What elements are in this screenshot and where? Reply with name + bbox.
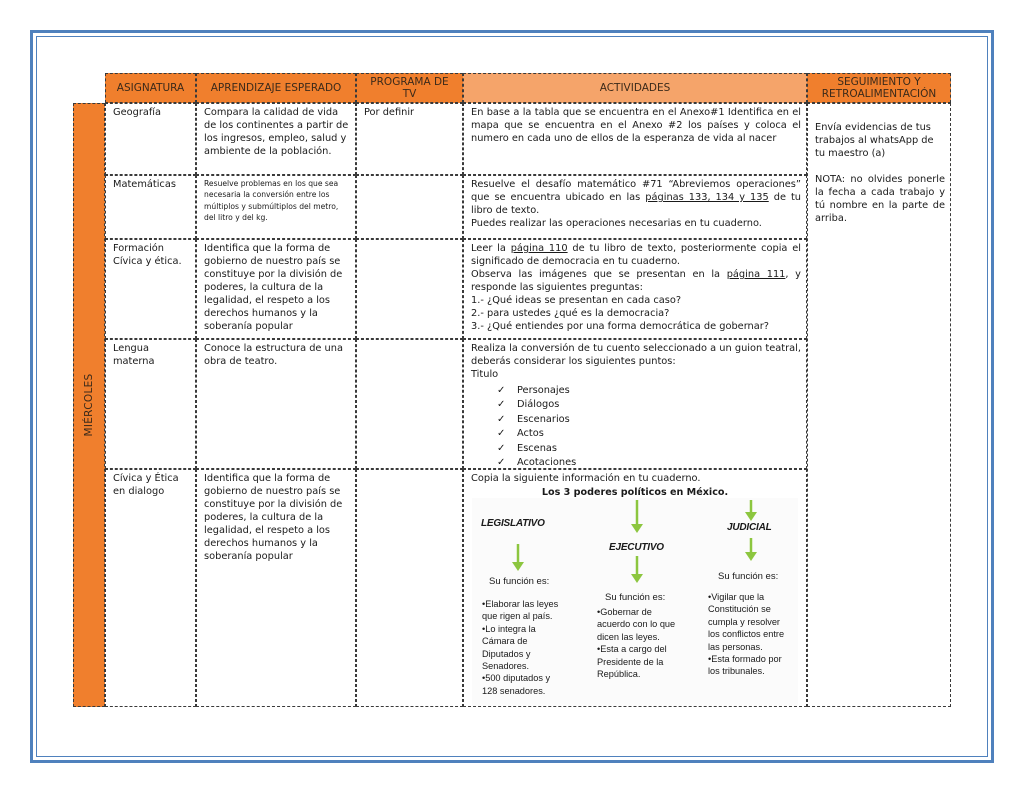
- question-3: 3.- ¿Qué entiendes por una forma democrática de gobernar?: [471, 321, 769, 332]
- ejecutivo-heading: EJECUTIVO: [609, 542, 664, 553]
- row-geografia-asignatura: [105, 103, 196, 175]
- point-line: •Esta formado por: [708, 654, 782, 665]
- legislativo-heading: LEGISLATIVO: [481, 518, 545, 529]
- checklist-item-label: Acotaciones: [517, 457, 577, 469]
- seguimiento-column: [807, 103, 951, 707]
- question-2: 2.- para ustedes ¿qué es la democracia?: [471, 308, 670, 319]
- header-actividades-label: ACTIVIDADES: [599, 82, 671, 94]
- subject-label: Matemáticas: [113, 179, 176, 190]
- header-asignatura-label: ASIGNATURA: [116, 82, 185, 94]
- point-line: las personas.: [708, 641, 763, 652]
- page-link[interactable]: página 110: [510, 243, 568, 254]
- row-geografia-actividades: [463, 103, 807, 175]
- checklist-item: [497, 427, 801, 442]
- checklist-item-label: Escenas: [517, 442, 558, 454]
- program-text: Por definir: [364, 107, 415, 118]
- powers-diagram: [472, 498, 798, 706]
- judicial-heading: JUDICIAL: [727, 522, 772, 533]
- legislativo-function-label: Su función es:: [489, 576, 550, 587]
- point-line: acuerdo con lo que: [597, 619, 676, 630]
- row-matematicas-aprendizaje: [196, 175, 356, 239]
- question-1: 1.- ¿Qué ideas se presentan en cada caso?: [471, 295, 682, 306]
- pages-link[interactable]: páginas 133, 134 y 135: [645, 192, 769, 203]
- learning-text: Conoce la estructura de una obra de teatro.: [204, 343, 343, 367]
- row-matematicas-programa: [356, 175, 463, 239]
- learning-text: Resuelve problemas en los que sea necesaria la conversión entre los múltiplos y submúltiplos del metro, del litro y del kg.: [204, 179, 339, 223]
- day-column: [73, 103, 105, 707]
- row-lengua-programa: [356, 339, 463, 469]
- checklist-item: [497, 412, 801, 427]
- subject-label: Cívica y Ética en dialogo: [113, 473, 179, 497]
- row-civica-programa: [356, 239, 463, 339]
- check-icon: ✓: [497, 413, 506, 425]
- activity-text: [471, 178, 801, 217]
- judicial-function-label: Su función es:: [718, 571, 779, 582]
- learning-text: Identifica que la forma de gobierno de nuestro país se constituye por la división de poderes, la cultura de la legalidad, el respeto a los derechos humanos y la soberanía popular: [204, 243, 343, 332]
- row-geografia-programa: [356, 103, 463, 175]
- checklist: [497, 383, 801, 469]
- point-line: •Elaborar las leyes: [482, 599, 559, 609]
- row-dialogo-aprendizaje: [196, 469, 356, 707]
- arrow-down-icon: [631, 556, 643, 583]
- point-line: Cámara de: [482, 636, 528, 647]
- row-lengua-aprendizaje: [196, 339, 356, 469]
- activity-text-part: Observa las imágenes que se presentan en la: [471, 269, 727, 280]
- header-seguimiento: [807, 73, 951, 103]
- ejecutivo-points: [597, 606, 675, 680]
- subject-label: Formación Cívica y ética.: [113, 243, 182, 267]
- point-line: Constitución se: [708, 604, 771, 615]
- point-line: que rigen al país.: [482, 611, 553, 622]
- activity-text: [471, 242, 801, 268]
- point-line: 128 senadores.: [482, 685, 546, 696]
- row-lengua-asignatura: [105, 339, 196, 469]
- activity-text: Realiza la conversión de tu cuento seleccionado a un guion teatral, deberás considerar los siguientes puntos:: [471, 343, 801, 367]
- subject-label: Lengua materna: [113, 343, 155, 367]
- activity-text: [471, 268, 801, 294]
- checklist-item: [497, 383, 801, 398]
- checklist-item-label: Escenarios: [517, 413, 570, 425]
- point-line: dicen las leyes.: [597, 631, 660, 642]
- activity-title-item: Titulo: [471, 369, 499, 380]
- check-icon: ✓: [497, 442, 506, 454]
- header-programa: [356, 73, 463, 103]
- subject-label: Geografía: [113, 107, 162, 118]
- activity-text-part: Resuelve el desafío matemático #71 “Abreviemos operaciones” que se encuentra ubicado en las: [471, 179, 801, 203]
- point-line: los conflictos entre: [708, 629, 785, 640]
- header-aprendizaje-label: APRENDIZAJE ESPERADO: [210, 82, 342, 94]
- activity-text: En base a la tabla que se encuentra en el Anexo#1 Identifica en el mapa que se encuentra en el Anexo #2 los países y coloca el numero en cada uno de ellos de la esperanza de vida al nacer: [471, 107, 801, 144]
- check-icon: ✓: [497, 399, 506, 411]
- checklist-item: [497, 456, 801, 470]
- legislativo-points: [482, 598, 558, 697]
- row-civica-actividades: [463, 239, 807, 339]
- arrow-down-icon: [745, 538, 757, 561]
- row-dialogo-asignatura: [105, 469, 196, 707]
- point-line: República.: [597, 669, 641, 680]
- row-matematicas-actividades: [463, 175, 807, 239]
- activity-text-part: de tu libro de texto, posteriormente copia el significado de democracia en tu cuaderno.: [471, 243, 801, 267]
- arrow-down-icon: [745, 500, 757, 521]
- row-geografia-aprendizaje: [196, 103, 356, 175]
- activity-text: Copia la siguiente información en tu cuaderno.: [471, 473, 701, 484]
- row-matematicas-asignatura: [105, 175, 196, 239]
- point-line: cumpla y resolver: [708, 616, 780, 627]
- feedback-text: Envía evidencias de tus trabajos al whatsApp de tu maestro (a): [815, 122, 934, 159]
- checklist-item: [497, 398, 801, 413]
- check-icon: ✓: [497, 428, 506, 440]
- header-programa-label: PROGRAMA DE TV: [370, 76, 449, 100]
- check-icon: ✓: [497, 384, 506, 396]
- learning-text: Compara la calidad de vida de los continentes a partir de los ingresos, empleo, salud y ambiente de la población.: [204, 107, 349, 157]
- judicial-points: [708, 591, 784, 678]
- point-line: Diputados y: [482, 648, 531, 659]
- learning-text: Identifica que la forma de gobierno de nuestro país se constituye por la división de poderes, la cultura de la legalidad, el respeto a los derechos humanos y la soberanía popular: [204, 473, 343, 562]
- row-civica-asignatura: [105, 239, 196, 339]
- day-label: MIÉRCOLES: [83, 373, 95, 437]
- header-actividades: [463, 73, 807, 103]
- checklist-item-label: Personajes: [517, 384, 570, 396]
- activity-text-part: , y responde las siguientes preguntas:: [471, 269, 801, 293]
- arrow-down-icon: [512, 544, 524, 571]
- point-line: Presidente de la: [597, 656, 664, 667]
- row-lengua-actividades: [463, 339, 807, 469]
- ejecutivo-function-label: Su función es:: [605, 592, 666, 603]
- header-seguimiento-label: SEGUIMIENTO Y RETROALIMENTACIÓN: [821, 76, 937, 100]
- point-line: los tribunales.: [708, 666, 765, 677]
- header-asignatura: [105, 73, 196, 103]
- point-line: •Vigilar que la: [708, 592, 765, 602]
- diagram-title: Los 3 poderes políticos en México.: [541, 487, 729, 498]
- header-aprendizaje: [196, 73, 356, 103]
- checklist-item-label: Diálogos: [517, 399, 560, 411]
- point-line: •Esta a cargo del: [597, 644, 667, 655]
- checklist-item-label: Actos: [517, 428, 544, 440]
- point-line: •500 diputados y: [482, 673, 551, 684]
- check-icon: ✓: [497, 457, 506, 469]
- row-civica-aprendizaje: [196, 239, 356, 339]
- point-line: •Lo integra la: [482, 623, 536, 634]
- page-link[interactable]: página 111: [726, 269, 786, 280]
- point-line: Senadores.: [482, 661, 529, 672]
- activity-text-part: Leer la: [471, 243, 511, 254]
- activity-text-part: de tu libro de texto.: [471, 192, 802, 216]
- row-dialogo-programa: [356, 469, 463, 707]
- checklist-item: [497, 441, 801, 456]
- activity-text-part: Puedes realizar las operaciones necesarias en tu cuaderno.: [471, 218, 762, 229]
- arrow-down-icon: [631, 500, 643, 533]
- note-text: NOTA: no olvides ponerle la fecha a cada trabajo y tú nombre en la parte de arriba.: [815, 174, 945, 224]
- point-line: •Gobernar de: [597, 607, 652, 617]
